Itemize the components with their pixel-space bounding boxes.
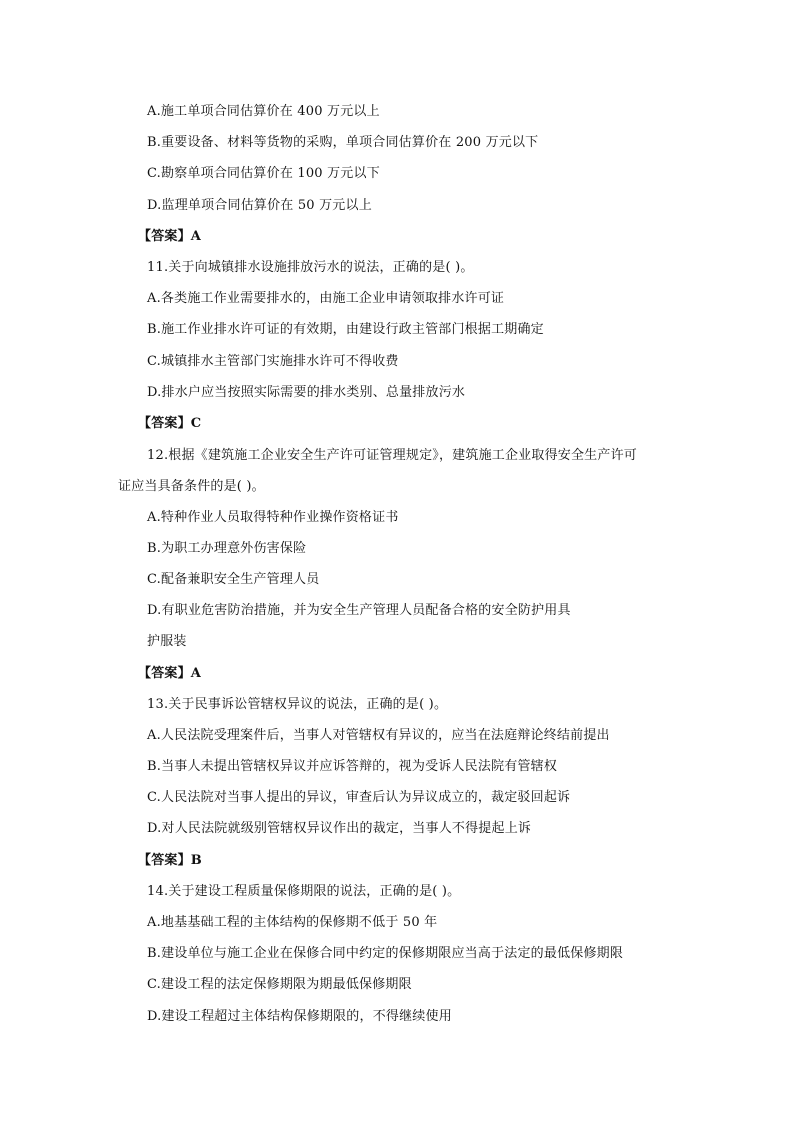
q12-option-d: D.有职业危害防治措施，并为安全生产管理人员配备合格的安全防护用具 bbox=[147, 603, 571, 618]
q13-question: 13.关于民事诉讼管辖权异议的说法，正确的是( )。 bbox=[147, 697, 448, 712]
q14-option-c: C.建设工程的法定保修期限为期最低保修期限 bbox=[147, 977, 412, 992]
q11-option-d: D.排水户应当按照实际需要的排水类别、总量排放污水 bbox=[147, 385, 466, 400]
q11-question: 11.关于向城镇排水设施排放污水的说法，正确的是( )。 bbox=[147, 260, 474, 275]
q11-answer: 【答案】C bbox=[138, 416, 202, 431]
q13-answer: 【答案】B bbox=[138, 853, 202, 868]
prev-option-b: B.重要设备、材料等货物的采购，单项合同估算价在 200 万元以下 bbox=[147, 135, 539, 150]
q14-option-a: A.地基基础工程的主体结构的保修期不低于 50 年 bbox=[147, 915, 438, 930]
prev-answer: 【答案】A bbox=[138, 229, 202, 244]
q11-option-c: C.城镇排水主管部门实施排水许可不得收费 bbox=[147, 354, 399, 369]
q12-option-c: C.配备兼职安全生产管理人员 bbox=[147, 572, 320, 587]
q13-option-a: A.人民法院受理案件后，当事人对管辖权有异议的，应当在法庭辩论终结前提出 bbox=[147, 728, 610, 743]
q14-question: 14.关于建设工程质量保修期限的说法，正确的是( )。 bbox=[147, 884, 461, 899]
q13-option-d: D.对人民法院就级别管辖权异议作出的裁定，当事人不得提起上诉 bbox=[147, 821, 532, 836]
prev-option-d: D.监理单项合同估算价在 50 万元以上 bbox=[147, 198, 372, 213]
q12-option-b: B.为职工办理意外伤害保险 bbox=[147, 541, 307, 556]
q11-option-b: B.施工作业排水许可证的有效期，由建设行政主管部门根据工期确定 bbox=[147, 322, 544, 337]
q14-option-d: D.建设工程超过主体结构保修期限的，不得继续使用 bbox=[147, 1009, 452, 1024]
prev-option-a: A.施工单项合同估算价在 400 万元以上 bbox=[147, 104, 380, 119]
q13-option-c: C.人民法院对当事人提出的异议，审查后认为异议成立的，裁定驳回起诉 bbox=[147, 790, 571, 805]
q11-option-a: A.各类施工作业需要排水的，由施工企业申请领取排水许可证 bbox=[147, 291, 505, 306]
q12-option-a: A.特种作业人员取得特种作业操作资格证书 bbox=[147, 510, 399, 525]
prev-option-c: C.勘察单项合同估算价在 100 万元以下 bbox=[147, 166, 380, 181]
q12-question-line1: 12.根据《建筑施工企业安全生产许可证管理规定》，建筑施工企业取得安全生产许可 bbox=[147, 448, 637, 463]
q13-option-b: B.当事人未提出管辖权异议并应诉答辩的，视为受诉人民法院有管辖权 bbox=[147, 759, 558, 774]
q12-question-line2: 证应当具备条件的是( )。 bbox=[118, 479, 265, 494]
q12-option-d-continued: 护服装 bbox=[147, 634, 187, 649]
q12-answer: 【答案】A bbox=[138, 666, 202, 681]
q14-option-b: B.建设单位与施工企业在保修合同中约定的保修期限应当高于法定的最低保修期限 bbox=[147, 946, 624, 961]
